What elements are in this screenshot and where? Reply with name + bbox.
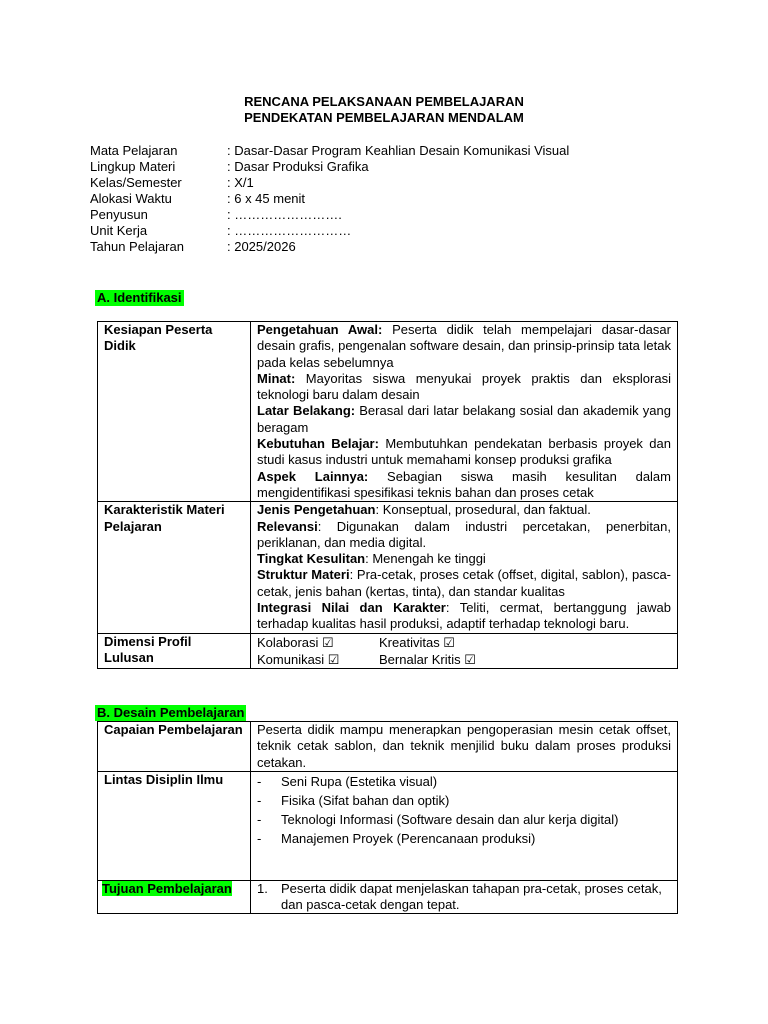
meta-label: Alokasi Waktu (90, 191, 172, 206)
meta-label: Kelas/Semester (90, 175, 182, 190)
item-key: Tingkat Kesulitan (257, 551, 366, 567)
item-value: Mayoritas siswa menyukai proyek praktis dan eksplorasi teknologi baru dalam desain (257, 370, 671, 403)
meta-value: : 6 x 45 menit (227, 191, 306, 206)
row-content (251, 322, 678, 502)
item-value: : Menengah ke tinggi (365, 551, 486, 567)
item-key: Latar Belakang: (257, 403, 356, 419)
list-number: 1. (257, 880, 268, 896)
profile-item: Komunikasi ☑ (257, 651, 340, 667)
meta-value: : Dasar-Dasar Program Keahlian Desain Komunikasi Visual (227, 143, 570, 158)
list-item: - Seni Rupa (Estetika visual) (257, 772, 671, 791)
profile-dimensions (251, 633, 678, 668)
section-a-heading: A. Identifikasi (97, 290, 182, 305)
row-label: Lintas Disiplin Ilmu (98, 771, 251, 880)
item-value: : Pra-cetak, proses cetak (offset, digital, sablon), pasca-cetak, jenis bahan (kertas, tinta), dan standar kualitas (257, 567, 672, 599)
table-row (98, 502, 678, 633)
document-subtitle: PENDEKATAN PEMBELAJARAN MENDALAM (244, 110, 524, 125)
meta-label: Unit Kerja (90, 223, 148, 238)
list-item: - Manajemen Proyek (Perencanaan produksi) (257, 829, 671, 848)
item-key: Kebutuhan Belajar: (257, 436, 379, 452)
row-label: Capaian Pembelajaran (98, 722, 251, 772)
table-row (98, 771, 678, 880)
table-row (98, 322, 678, 502)
item-value: Membutuhkan pendekatan berbasis proyek dan studi kasus industri untuk memahami konsep produksi grafika (257, 436, 671, 468)
meta-value: : ……………………. (227, 207, 342, 222)
profile-item: Kreativitas ☑ (379, 634, 455, 650)
meta-label: Lingkup Materi (90, 159, 176, 174)
item-key: Minat: (257, 370, 296, 386)
item-value: : Digunakan dalam industri percetakan, penerbitan, periklanan, dan media digital. (257, 518, 671, 550)
row-label: Dimensi Profil Lulusan (98, 633, 251, 668)
meta-label: Penyusun (90, 207, 148, 222)
profile-item: Bernalar Kritis ☑ (379, 651, 476, 667)
meta-value: : Dasar Produksi Grafika (227, 159, 369, 174)
objective-list (257, 881, 671, 914)
table-row (98, 880, 678, 914)
table-row (98, 633, 678, 668)
item-value: : Konseptual, prosedural, dan faktual. (375, 502, 591, 518)
meta-value: : 2025/2026 (227, 239, 296, 254)
row-content (251, 880, 678, 914)
item-key: Pengetahuan Awal: (257, 322, 383, 337)
section-b-heading: B. Desain Pembelajaran (97, 705, 245, 720)
list-item: - Teknologi Informasi (Software desain dan alur kerja digital) (257, 810, 671, 829)
meta-value: : X/1 (227, 175, 254, 190)
meta-info-table (90, 143, 569, 255)
item-key: Aspek Lainnya: (257, 468, 369, 484)
profile-item: Kolaborasi ☑ (257, 634, 334, 650)
highlighted-label: Tujuan Pembelajaran (102, 880, 232, 896)
row-label: Kesiapan Peserta Didik (98, 322, 251, 502)
list-text: Peserta didik dapat menjelaskan tahapan pra-cetak, proses cetak, dan pasca-cetak dengan tepat. (281, 880, 662, 913)
row-content: Peserta didik mampu menerapkan pengoperasian mesin cetak offset, teknik cetak sablon, dan teknik menjilid buku dalam proses produksi cetakan. (251, 722, 678, 772)
list-item: - Fisika (Sifat bahan dan optik) (257, 791, 671, 810)
discipline-list (257, 772, 671, 848)
document-title: RENCANA PELAKSANAAN PEMBELAJARAN (244, 94, 524, 109)
item-key: Struktur Materi (257, 567, 350, 583)
item-key: Relevansi (257, 518, 318, 534)
row-content (251, 502, 678, 633)
item-key: Jenis Pengetahuan (257, 502, 376, 518)
item-value: : Teliti, cermat, bertanggung jawab terhadap kualitas hasil produksi, adaptif terhadap teknologi baru. (257, 600, 672, 632)
list-item (257, 881, 671, 914)
meta-label: Mata Pelajaran (90, 143, 178, 158)
row-label (98, 880, 251, 914)
item-value: Sebagian siswa masih kesulitan dalam mengidentifikasi spesifikasi teknis bahan dan proses cetak (257, 468, 671, 500)
desain-table (97, 721, 678, 914)
table-row (98, 722, 678, 772)
item-value: Peserta didik telah mempelajari dasar-dasar desain grafis, pengenalan software desain, dan prinsip-prinsip tata letak pada kelas sebelumnya (257, 322, 671, 370)
identifikasi-table (97, 321, 678, 669)
row-content (251, 771, 678, 880)
row-label: Karakteristik Materi Pelajaran (98, 502, 251, 633)
meta-value: : ……………………… (227, 223, 352, 238)
item-key: Integrasi Nilai dan Karakter (257, 600, 446, 616)
meta-label: Tahun Pelajaran (90, 239, 184, 254)
item-value: Berasal dari latar belakang sosial dan akademik yang beragam (257, 403, 671, 435)
